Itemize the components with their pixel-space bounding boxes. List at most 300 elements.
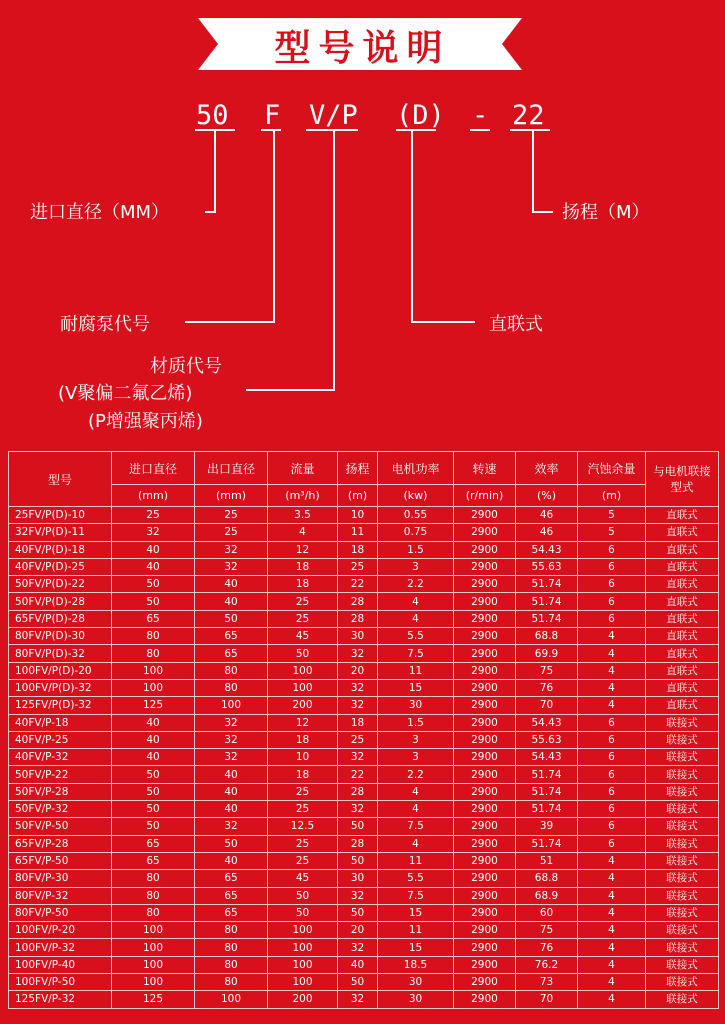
- cell-power: 7.5: [378, 818, 454, 835]
- cell-speed: 2900: [454, 818, 516, 835]
- cell-npsh: 4: [578, 628, 646, 645]
- cell-head: 11: [338, 524, 378, 541]
- unit-efficiency: (%): [516, 485, 578, 507]
- cell-model: 80FV/P(D)-30: [9, 628, 112, 645]
- cell-flow: 50: [268, 904, 338, 921]
- spec-table-body: [9, 507, 719, 1009]
- table-row: [9, 904, 719, 921]
- table-row: [9, 974, 719, 991]
- cell-speed: 2900: [454, 593, 516, 610]
- header-flow: 流量: [268, 452, 338, 485]
- cell-speed: 2900: [454, 645, 516, 662]
- cell-model: 65FV/P(D)-28: [9, 610, 112, 627]
- cell-connection: 直联式: [646, 697, 719, 714]
- cell-inlet: 50: [112, 593, 195, 610]
- label-inlet-diameter: 进口直径（MM）: [30, 202, 170, 223]
- cell-power: 5.5: [378, 870, 454, 887]
- table-row: [9, 541, 719, 558]
- cell-head: 18: [338, 714, 378, 731]
- cell-connection: 联接式: [646, 749, 719, 766]
- cell-power: 0.55: [378, 507, 454, 524]
- cell-model: 40FV/P-25: [9, 731, 112, 748]
- cell-model: 100FV/P-20: [9, 922, 112, 939]
- cell-model: 25FV/P(D)-10: [9, 507, 112, 524]
- cell-npsh: 4: [578, 939, 646, 956]
- cell-outlet: 25: [195, 507, 268, 524]
- cell-head: 20: [338, 922, 378, 939]
- spec-table: [8, 451, 719, 1009]
- cell-npsh: 5: [578, 507, 646, 524]
- cell-head: 28: [338, 835, 378, 852]
- cell-npsh: 6: [578, 749, 646, 766]
- cell-head: 40: [338, 956, 378, 973]
- cell-model: 100FV/P(D)-32: [9, 679, 112, 696]
- unit-power: (kw): [378, 485, 454, 507]
- cell-flow: 100: [268, 679, 338, 696]
- cell-outlet: 40: [195, 576, 268, 593]
- cell-power: 2.2: [378, 576, 454, 593]
- table-row: [9, 887, 719, 904]
- cell-speed: 2900: [454, 922, 516, 939]
- header-npsh: 汽蚀余量: [578, 452, 646, 485]
- cell-model: 50FV/P(D)-22: [9, 576, 112, 593]
- cell-flow: 100: [268, 974, 338, 991]
- cell-speed: 2900: [454, 939, 516, 956]
- code-head: 22: [512, 100, 545, 131]
- cell-npsh: 6: [578, 766, 646, 783]
- cell-power: 3: [378, 558, 454, 575]
- cell-efficiency: 51.74: [516, 593, 578, 610]
- cell-flow: 18: [268, 766, 338, 783]
- label-direct: 直联式: [489, 314, 543, 335]
- cell-npsh: 6: [578, 558, 646, 575]
- cell-efficiency: 55.63: [516, 731, 578, 748]
- cell-connection: 直联式: [646, 558, 719, 575]
- cell-power: 11: [378, 922, 454, 939]
- cell-power: 7.5: [378, 887, 454, 904]
- cell-connection: 直联式: [646, 679, 719, 696]
- cell-flow: 3.5: [268, 507, 338, 524]
- cell-speed: 2900: [454, 679, 516, 696]
- cell-inlet: 65: [112, 835, 195, 852]
- cell-inlet: 100: [112, 679, 195, 696]
- cell-outlet: 40: [195, 593, 268, 610]
- cell-npsh: 4: [578, 991, 646, 1008]
- table-row: [9, 939, 719, 956]
- cell-efficiency: 54.43: [516, 541, 578, 558]
- cell-model: 65FV/P-50: [9, 852, 112, 869]
- table-row: [9, 576, 719, 593]
- cell-model: 100FV/P(D)-20: [9, 662, 112, 679]
- cell-npsh: 4: [578, 974, 646, 991]
- unit-head: (m): [338, 485, 378, 507]
- cell-flow: 25: [268, 852, 338, 869]
- cell-outlet: 100: [195, 697, 268, 714]
- cell-npsh: 6: [578, 541, 646, 558]
- cell-connection: 联接式: [646, 887, 719, 904]
- cell-model: 125FV/P-32: [9, 991, 112, 1008]
- cell-model: 40FV/P(D)-18: [9, 541, 112, 558]
- cell-connection: 联接式: [646, 991, 719, 1008]
- cell-outlet: 65: [195, 628, 268, 645]
- code-material: V/P: [309, 100, 358, 131]
- cell-power: 1.5: [378, 714, 454, 731]
- header-row: [9, 452, 719, 485]
- cell-head: 30: [338, 870, 378, 887]
- cell-efficiency: 70: [516, 697, 578, 714]
- cell-npsh: 4: [578, 697, 646, 714]
- cell-head: 22: [338, 766, 378, 783]
- code-dash: -: [472, 100, 489, 131]
- cell-efficiency: 75: [516, 662, 578, 679]
- cell-speed: 2900: [454, 662, 516, 679]
- cell-npsh: 4: [578, 956, 646, 973]
- cell-efficiency: 51.74: [516, 576, 578, 593]
- cell-connection: 联接式: [646, 956, 719, 973]
- cell-power: 11: [378, 662, 454, 679]
- cell-npsh: 6: [578, 801, 646, 818]
- table-row: [9, 801, 719, 818]
- title-banner: [0, 0, 725, 80]
- cell-efficiency: 55.63: [516, 558, 578, 575]
- cell-inlet: 32: [112, 524, 195, 541]
- cell-npsh: 4: [578, 662, 646, 679]
- cell-power: 30: [378, 974, 454, 991]
- cell-power: 7.5: [378, 645, 454, 662]
- table-row: [9, 662, 719, 679]
- cell-inlet: 100: [112, 939, 195, 956]
- cell-flow: 18: [268, 558, 338, 575]
- cell-speed: 2900: [454, 558, 516, 575]
- cell-head: 30: [338, 628, 378, 645]
- cell-outlet: 80: [195, 939, 268, 956]
- cell-inlet: 40: [112, 749, 195, 766]
- cell-speed: 2900: [454, 524, 516, 541]
- cell-flow: 18: [268, 731, 338, 748]
- cell-flow: 100: [268, 956, 338, 973]
- cell-power: 11: [378, 852, 454, 869]
- cell-npsh: 6: [578, 714, 646, 731]
- cell-npsh: 6: [578, 783, 646, 800]
- cell-speed: 2900: [454, 766, 516, 783]
- cell-model: 100FV/P-40: [9, 956, 112, 973]
- cell-flow: 4: [268, 524, 338, 541]
- cell-flow: 100: [268, 939, 338, 956]
- cell-outlet: 50: [195, 835, 268, 852]
- cell-npsh: 6: [578, 610, 646, 627]
- cell-connection: 联接式: [646, 852, 719, 869]
- cell-flow: 100: [268, 662, 338, 679]
- cell-speed: 2900: [454, 783, 516, 800]
- cell-efficiency: 51.74: [516, 766, 578, 783]
- cell-inlet: 100: [112, 956, 195, 973]
- label-head: 扬程（M）: [562, 202, 650, 223]
- unit-speed: (r/min): [454, 485, 516, 507]
- cell-outlet: 25: [195, 524, 268, 541]
- cell-efficiency: 60: [516, 904, 578, 921]
- cell-connection: 直联式: [646, 593, 719, 610]
- label-pump-code: 耐腐泵代号: [60, 314, 150, 335]
- cell-speed: 2900: [454, 541, 516, 558]
- table-row: [9, 524, 719, 541]
- cell-inlet: 80: [112, 904, 195, 921]
- cell-inlet: 50: [112, 766, 195, 783]
- unit-flow: (m³/h): [268, 485, 338, 507]
- page-title: 型号说明: [274, 27, 451, 69]
- cell-power: 5.5: [378, 628, 454, 645]
- header-power: 电机功率: [378, 452, 454, 485]
- table-row: [9, 714, 719, 731]
- cell-connection: 直联式: [646, 576, 719, 593]
- cell-npsh: 4: [578, 679, 646, 696]
- cell-npsh: 4: [578, 922, 646, 939]
- unit-inlet: (mm): [112, 485, 195, 507]
- cell-outlet: 80: [195, 679, 268, 696]
- cell-efficiency: 75: [516, 922, 578, 939]
- cell-outlet: 40: [195, 766, 268, 783]
- cell-npsh: 4: [578, 870, 646, 887]
- cell-efficiency: 54.43: [516, 714, 578, 731]
- cell-flow: 25: [268, 783, 338, 800]
- cell-head: 28: [338, 610, 378, 627]
- table-row: [9, 783, 719, 800]
- table-row: [9, 870, 719, 887]
- cell-model: 80FV/P-30: [9, 870, 112, 887]
- cell-speed: 2900: [454, 576, 516, 593]
- cell-model: 80FV/P-50: [9, 904, 112, 921]
- cell-model: 125FV/P(D)-32: [9, 697, 112, 714]
- cell-npsh: 6: [578, 731, 646, 748]
- cell-head: 10: [338, 507, 378, 524]
- table-row: [9, 749, 719, 766]
- table-row: [9, 610, 719, 627]
- code-direct: (D): [396, 100, 445, 131]
- cell-head: 32: [338, 749, 378, 766]
- cell-power: 3: [378, 731, 454, 748]
- cell-model: 80FV/P(D)-32: [9, 645, 112, 662]
- cell-speed: 2900: [454, 731, 516, 748]
- label-material-v: (V聚偏二氟乙烯): [58, 383, 193, 404]
- cell-power: 2.2: [378, 766, 454, 783]
- cell-connection: 直联式: [646, 507, 719, 524]
- cell-outlet: 32: [195, 818, 268, 835]
- unit-row: [9, 485, 719, 507]
- header-model: 型号: [9, 452, 112, 507]
- cell-model: 65FV/P-28: [9, 835, 112, 852]
- cell-flow: 25: [268, 835, 338, 852]
- cell-model: 100FV/P-32: [9, 939, 112, 956]
- cell-inlet: 40: [112, 714, 195, 731]
- table-row: [9, 679, 719, 696]
- cell-flow: 10: [268, 749, 338, 766]
- cell-outlet: 65: [195, 645, 268, 662]
- cell-inlet: 40: [112, 558, 195, 575]
- cell-head: 32: [338, 679, 378, 696]
- cell-outlet: 32: [195, 714, 268, 731]
- cell-model: 50FV/P-50: [9, 818, 112, 835]
- cell-flow: 50: [268, 887, 338, 904]
- cell-head: 32: [338, 887, 378, 904]
- cell-flow: 200: [268, 991, 338, 1008]
- cell-speed: 2900: [454, 610, 516, 627]
- cell-model: 50FV/P(D)-28: [9, 593, 112, 610]
- cell-outlet: 40: [195, 852, 268, 869]
- cell-model: 100FV/P-50: [9, 974, 112, 991]
- cell-inlet: 65: [112, 852, 195, 869]
- table-row: [9, 766, 719, 783]
- cell-efficiency: 68.8: [516, 628, 578, 645]
- cell-power: 4: [378, 801, 454, 818]
- cell-npsh: 6: [578, 835, 646, 852]
- header-connection: 与电机联接型式: [646, 452, 719, 507]
- cell-power: 4: [378, 593, 454, 610]
- cell-npsh: 5: [578, 524, 646, 541]
- cell-outlet: 32: [195, 558, 268, 575]
- cell-connection: 直联式: [646, 610, 719, 627]
- cell-outlet: 65: [195, 904, 268, 921]
- cell-power: 18.5: [378, 956, 454, 973]
- cell-flow: 25: [268, 593, 338, 610]
- cell-head: 32: [338, 645, 378, 662]
- cell-connection: 联接式: [646, 922, 719, 939]
- cell-npsh: 6: [578, 593, 646, 610]
- cell-outlet: 32: [195, 749, 268, 766]
- table-row: [9, 956, 719, 973]
- table-row: [9, 645, 719, 662]
- cell-model: 40FV/P(D)-25: [9, 558, 112, 575]
- cell-connection: 联接式: [646, 714, 719, 731]
- cell-outlet: 80: [195, 922, 268, 939]
- cell-inlet: 125: [112, 991, 195, 1008]
- cell-head: 25: [338, 558, 378, 575]
- cell-npsh: 4: [578, 852, 646, 869]
- cell-connection: 联接式: [646, 939, 719, 956]
- cell-speed: 2900: [454, 628, 516, 645]
- cell-power: 3: [378, 749, 454, 766]
- cell-efficiency: 51.74: [516, 801, 578, 818]
- cell-connection: 联接式: [646, 731, 719, 748]
- cell-npsh: 6: [578, 818, 646, 835]
- cell-inlet: 50: [112, 818, 195, 835]
- cell-outlet: 65: [195, 870, 268, 887]
- cell-model: 50FV/P-32: [9, 801, 112, 818]
- cell-inlet: 100: [112, 662, 195, 679]
- code-inlet: 50: [196, 100, 229, 131]
- cell-flow: 12: [268, 714, 338, 731]
- cell-model: 80FV/P-32: [9, 887, 112, 904]
- label-material-p: (P增强聚丙烯): [88, 411, 203, 432]
- table-row: [9, 835, 719, 852]
- cell-npsh: 4: [578, 645, 646, 662]
- cell-power: 15: [378, 679, 454, 696]
- cell-speed: 2900: [454, 870, 516, 887]
- header-outlet: 出口直径: [195, 452, 268, 485]
- cell-connection: 联接式: [646, 801, 719, 818]
- cell-power: 30: [378, 991, 454, 1008]
- cell-head: 20: [338, 662, 378, 679]
- table-row: [9, 507, 719, 524]
- cell-connection: 直联式: [646, 645, 719, 662]
- cell-inlet: 50: [112, 783, 195, 800]
- cell-speed: 2900: [454, 956, 516, 973]
- cell-flow: 12: [268, 541, 338, 558]
- cell-speed: 2900: [454, 507, 516, 524]
- table-row: [9, 991, 719, 1008]
- cell-power: 15: [378, 904, 454, 921]
- cell-efficiency: 76.2: [516, 956, 578, 973]
- cell-model: 50FV/P-28: [9, 783, 112, 800]
- unit-outlet: (mm): [195, 485, 268, 507]
- cell-head: 22: [338, 576, 378, 593]
- cell-efficiency: 46: [516, 524, 578, 541]
- cell-efficiency: 68.8: [516, 870, 578, 887]
- table-row: [9, 697, 719, 714]
- cell-power: 4: [378, 783, 454, 800]
- cell-head: 25: [338, 731, 378, 748]
- cell-flow: 200: [268, 697, 338, 714]
- cell-connection: 联接式: [646, 904, 719, 921]
- cell-connection: 联接式: [646, 870, 719, 887]
- cell-outlet: 32: [195, 731, 268, 748]
- cell-head: 32: [338, 697, 378, 714]
- cell-efficiency: 68.9: [516, 887, 578, 904]
- cell-flow: 45: [268, 628, 338, 645]
- cell-efficiency: 51.74: [516, 610, 578, 627]
- cell-flow: 12.5: [268, 818, 338, 835]
- cell-speed: 2900: [454, 801, 516, 818]
- cell-outlet: 40: [195, 783, 268, 800]
- cell-speed: 2900: [454, 904, 516, 921]
- cell-head: 28: [338, 593, 378, 610]
- cell-speed: 2900: [454, 714, 516, 731]
- cell-speed: 2900: [454, 852, 516, 869]
- cell-efficiency: 39: [516, 818, 578, 835]
- cell-inlet: 125: [112, 697, 195, 714]
- cell-outlet: 40: [195, 801, 268, 818]
- cell-inlet: 100: [112, 974, 195, 991]
- cell-outlet: 32: [195, 541, 268, 558]
- table-row: [9, 628, 719, 645]
- cell-flow: 100: [268, 922, 338, 939]
- table-row: [9, 558, 719, 575]
- cell-inlet: 80: [112, 887, 195, 904]
- cell-inlet: 40: [112, 541, 195, 558]
- cell-connection: 直联式: [646, 541, 719, 558]
- table-row: [9, 922, 719, 939]
- cell-flow: 50: [268, 645, 338, 662]
- cell-inlet: 50: [112, 801, 195, 818]
- cell-connection: 直联式: [646, 628, 719, 645]
- header-efficiency: 效率: [516, 452, 578, 485]
- cell-power: 4: [378, 835, 454, 852]
- cell-inlet: 50: [112, 576, 195, 593]
- header-speed: 转速: [454, 452, 516, 485]
- cell-connection: 联接式: [646, 835, 719, 852]
- cell-npsh: 4: [578, 887, 646, 904]
- cell-efficiency: 73: [516, 974, 578, 991]
- cell-model: 40FV/P-32: [9, 749, 112, 766]
- cell-outlet: 80: [195, 974, 268, 991]
- cell-inlet: 100: [112, 922, 195, 939]
- cell-speed: 2900: [454, 835, 516, 852]
- cell-connection: 直联式: [646, 524, 719, 541]
- cell-efficiency: 51: [516, 852, 578, 869]
- cell-outlet: 50: [195, 610, 268, 627]
- cell-head: 32: [338, 939, 378, 956]
- cell-inlet: 65: [112, 610, 195, 627]
- cell-power: 0.75: [378, 524, 454, 541]
- cell-efficiency: 76: [516, 939, 578, 956]
